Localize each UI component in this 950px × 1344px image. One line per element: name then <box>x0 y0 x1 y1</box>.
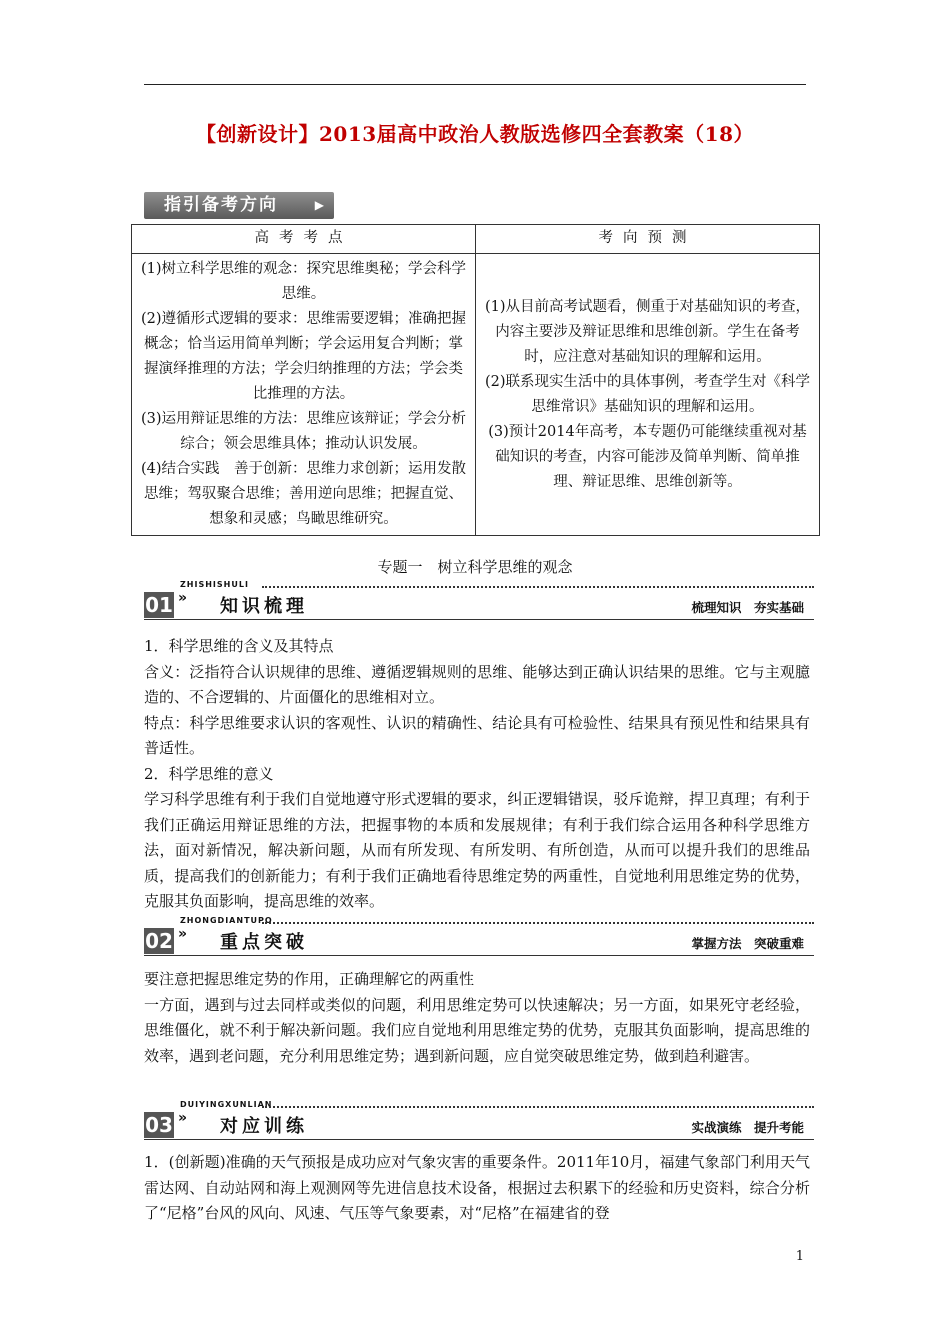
section-header-key-points <box>144 918 814 958</box>
exam-point-item: (4)结合实践 善于创新：思维力求创新；运用发散思维；驾驭聚合思维；善用逆向思维；把握直觉、想象和灵感；鸟瞰思维研究。 <box>140 461 467 527</box>
section-name: 知识梳理 <box>220 596 308 617</box>
paragraph: 2．科学思维的意义 <box>144 764 274 783</box>
paragraph: 特点：科学思维要求认识的客观性、认识的精确性、结论具有可检验性、结果具有预见性和结果具有普适性。 <box>144 713 810 757</box>
document-title: 【创新设计】2013届高中政治人教版选修四全套教案（18） <box>196 122 754 146</box>
play-arrow-icon: ▶ <box>314 198 326 212</box>
table-header-points: 高考考点 <box>132 225 476 254</box>
paragraph: 学习科学思维有利于我们自觉地遵守形式逻辑的要求，纠正逻辑错误，驳斥诡辩，捍卫真理；有利于我们正确运用辩证思维的方法，把握事物的本质和发展规律；有利于我们综合运用各种科学思维方法，面对新情况，解决新问题，从而有所发现、有所发明、有所创造，从而可以提升我们的思维品质，提高我们的创新能力；有利于我们正确地看待思维定势的两重性，自觉地利用思维定势的优势，克服其负面影响，提高思维的效率。 <box>144 790 810 910</box>
paragraph: 含义：泛指符合认识规律的思维、遵循逻辑规则的思维、能够达到正确认识结果的思维。它与主观臆造的、不合逻辑的、片面僵化的思维相对立。 <box>144 662 810 706</box>
section-header-practice <box>144 1102 814 1142</box>
section-header-knowledge <box>144 582 814 622</box>
section-tag: 掌握方法 突破重难 <box>691 936 804 951</box>
dotted-rule <box>262 922 814 924</box>
paragraph: 要注意把握思维定势的作用，正确理解它的两重性 <box>144 970 475 988</box>
exam-point-item: (2)遵循形式逻辑的要求：思维需要逻辑；准确把握概念；恰当运用简单判断；学会运用复合判断；掌握演绎推理的方法；学会归纳推理的方法；学会类比推理的方法。 <box>140 311 467 402</box>
table-header-forecast: 考向预测 <box>476 225 820 254</box>
exam-guide-table <box>131 224 820 536</box>
forecast-cell <box>476 254 820 536</box>
forecast-item: (1)从目前高考试题看，侧重于对基础知识的考查，内容主要涉及辩证思维和思维创新。学生在备考时，应注意对基础知识的理解和运用。 <box>484 298 811 365</box>
section-number: 01 <box>145 593 173 617</box>
exam-points-cell <box>132 254 476 536</box>
section-number: 02 <box>145 929 173 953</box>
subject-title: 专题一 树立科学思维的观念 <box>377 558 573 576</box>
double-chevron-icon: » <box>178 590 188 606</box>
forecast-item: (3)预计2014年高考，本专题仍可能继续重视对基础知识的考查，内容可能涉及简单判断、简单推理、辩证思维、思维创新等。 <box>488 423 807 490</box>
section-body-practice <box>144 1150 810 1227</box>
section-name: 对应训练 <box>220 1116 308 1137</box>
header-rule <box>144 84 806 85</box>
section-base-rule <box>144 619 814 620</box>
guide-tag <box>144 192 334 219</box>
section-pinyin: DUIYINGXUNLIAN <box>180 1100 273 1109</box>
paragraph: 1．(创新题)准确的天气预报是成功应对气象灾害的重要条件。2011年10月，福建气象部门利用天气雷达网、自动站网和海上观测网等先进信息技术设备，根据过去积累下的经验和历史资料，综合分析了“尼格”台风的风向、风速、气压等气象要素，对“尼格”在福建省的登 <box>144 1153 810 1222</box>
section-base-rule <box>144 955 814 956</box>
page-number: 1 <box>795 1249 804 1264</box>
double-chevron-icon: » <box>178 926 188 942</box>
double-chevron-icon: » <box>178 1110 188 1126</box>
exam-point-item: (1)树立科学思维的观念：探究思维奥秘；学会科学思维。 <box>140 261 467 302</box>
forecast-item: (2)联系现实生活中的具体事例，考查学生对《科学思维常识》基础知识的理解和运用。 <box>484 373 811 415</box>
dotted-rule <box>262 1106 814 1108</box>
section-tag: 实战演练 提升考能 <box>691 1120 804 1135</box>
section-name: 重点突破 <box>220 932 308 953</box>
dotted-rule <box>262 586 814 588</box>
section-body-knowledge <box>144 634 810 915</box>
section-base-rule <box>144 1139 814 1140</box>
section-number: 03 <box>145 1113 173 1137</box>
section-body-key-points <box>144 967 810 1069</box>
paragraph: 一方面，遇到与过去同样或类似的问题，利用思维定势可以快速解决；另一方面，如果死守老经验，思维僵化，就不利于解决新问题。我们应自觉地利用思维定势的优势，克服其负面影响，提高思维的效率，遇到老问题，充分利用思维定势；遇到新问题，应自觉突破思维定势，做到趋利避害。 <box>144 995 810 1065</box>
section-pinyin: ZHONGDIANTUPO <box>180 916 273 925</box>
section-tag: 梳理知识 夯实基础 <box>691 600 804 615</box>
guide-tag-label: 指引备考方向 <box>164 195 278 215</box>
exam-point-item: (3)运用辩证思维的方法：思维应该辩证；学会分析综合；领会思维具体；推动认识发展。 <box>140 411 467 452</box>
section-pinyin: ZHISHISHULI <box>180 580 249 589</box>
paragraph: 1．科学思维的含义及其特点 <box>144 637 334 655</box>
